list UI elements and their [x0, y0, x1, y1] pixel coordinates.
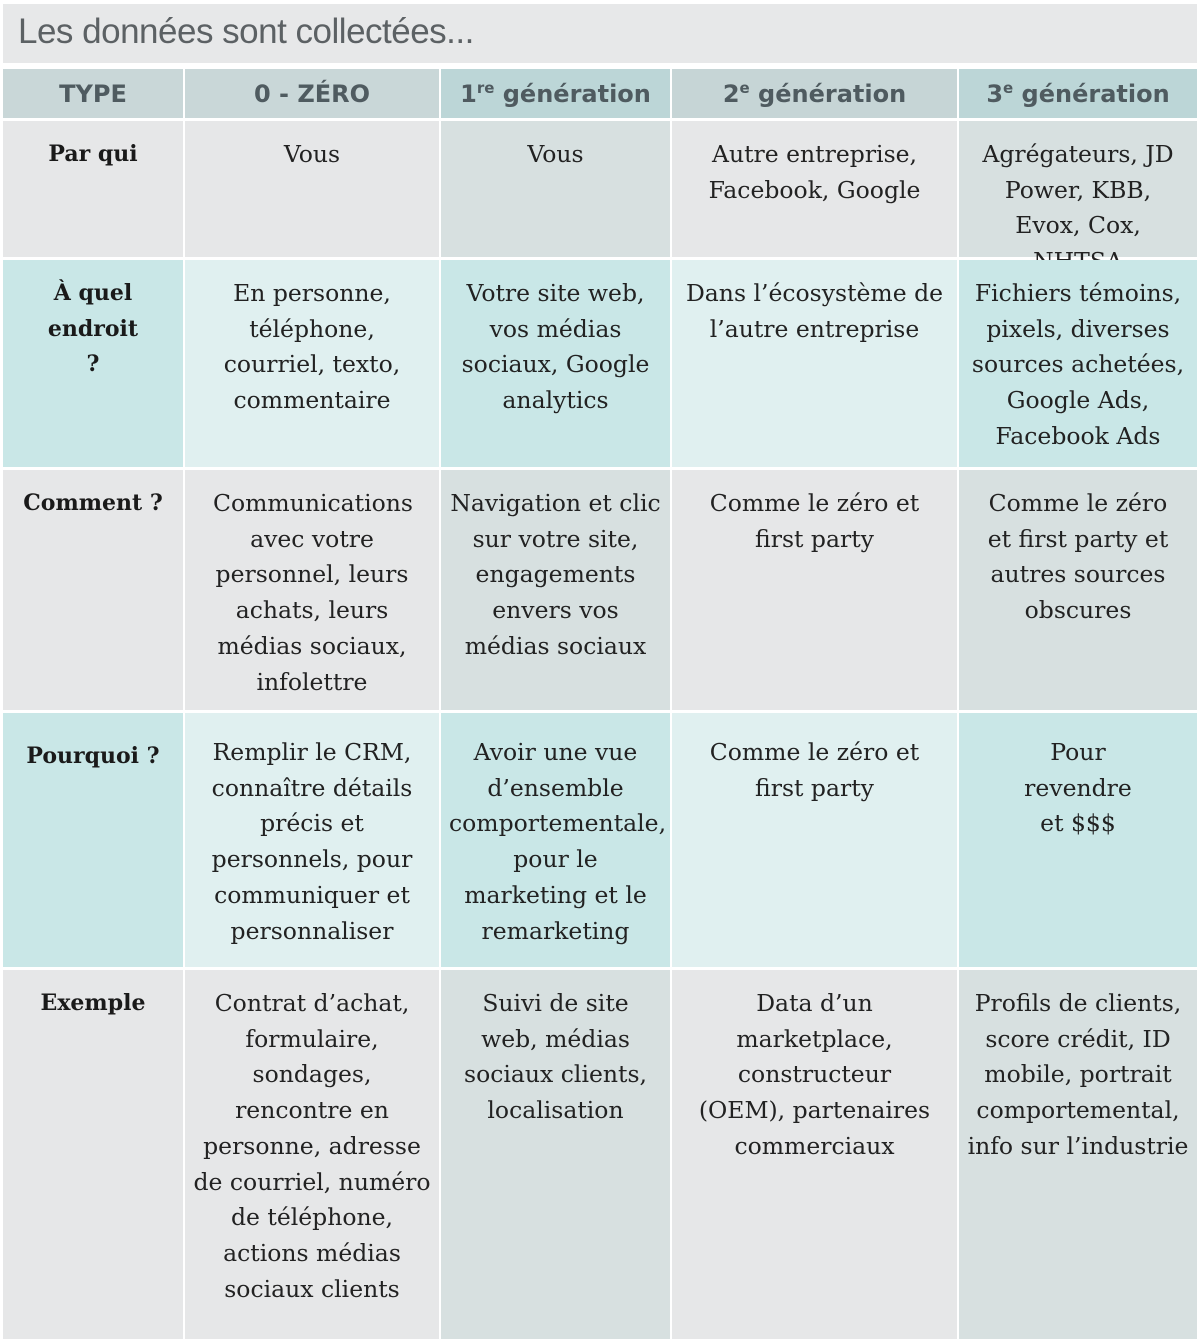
header-second-gen-label: 2e génération — [722, 78, 907, 108]
table-cell: Vous — [441, 121, 670, 257]
table-cell: Pour revendre et $$$ — [959, 713, 1197, 967]
header-first-gen-label: 1re génération — [460, 78, 651, 108]
table-cell: Profils de clients, score crédit, ID mobile, portrait comportemental, info sur l’industrie — [959, 970, 1197, 1339]
table-cell: Avoir une vue d’ensemble comportementale, pour le marketing et le remarketing — [441, 713, 670, 967]
row-label-a-quel-endroit: À quel endroit ? — [3, 260, 183, 467]
table-cell: Remplir le CRM, connaître détails précis et personnels, pour communiquer et personnaliser — [185, 713, 439, 967]
table-cell: Navigation et clic sur votre site, engagements envers vos médias sociaux — [441, 470, 670, 710]
table-cell: Contrat d’achat, formulaire, sondages, rencontre en personne, adresse de courriel, numéro de téléphone, actions médias sociaux clients — [185, 970, 439, 1339]
table-cell: Fichiers témoins, pixels, diverses sources achetées, Google Ads, Facebook Ads — [959, 260, 1197, 467]
table-cell: Votre site web, vos médias sociaux, Google analytics — [441, 260, 670, 467]
header-zero — [185, 69, 439, 118]
row-label-par-qui: Par qui — [3, 121, 183, 257]
table-cell: Comme le zéro et first party — [672, 713, 957, 967]
header-second-gen — [672, 69, 957, 118]
row-label-comment: Comment ? — [3, 470, 183, 710]
header-zero-label: 0 - ZÉRO — [253, 79, 371, 108]
table-cell: Communications avec votre personnel, leurs achats, leurs médias sociaux, infolettre — [185, 470, 439, 710]
header-third-gen-label: 3e génération — [986, 78, 1170, 108]
table-cell: Comme le zéro et first party et autres sources obscures — [959, 470, 1197, 710]
table-cell: Comme le zéro et first party — [672, 470, 957, 710]
header-third-gen — [959, 69, 1197, 118]
table-cell: Suivi de site web, médias sociaux clients, localisation — [441, 970, 670, 1339]
table-cell: Data d’un marketplace, constructeur (OEM), partenaires commerciaux — [672, 970, 957, 1339]
table-cell: En personne, téléphone, courriel, texto, commentaire — [185, 260, 439, 467]
row-label-exemple: Exemple — [3, 970, 183, 1339]
header-type — [3, 69, 183, 118]
header-type-label: TYPE — [59, 79, 127, 108]
page-title: Les données sont collectées... — [18, 12, 474, 51]
table-cell: Vous — [185, 121, 439, 257]
row-label-pourquoi: Pourquoi ? — [3, 713, 183, 967]
table-cell: Agrégateurs, JD Power, KBB, Evox, Cox, — [959, 121, 1197, 257]
title-bar — [3, 4, 1197, 63]
table-cell: Autre entreprise, Facebook, Google — [672, 121, 957, 257]
table-cell: Dans l’écosystème de l’autre entreprise — [672, 260, 957, 467]
header-first-gen — [441, 69, 670, 118]
